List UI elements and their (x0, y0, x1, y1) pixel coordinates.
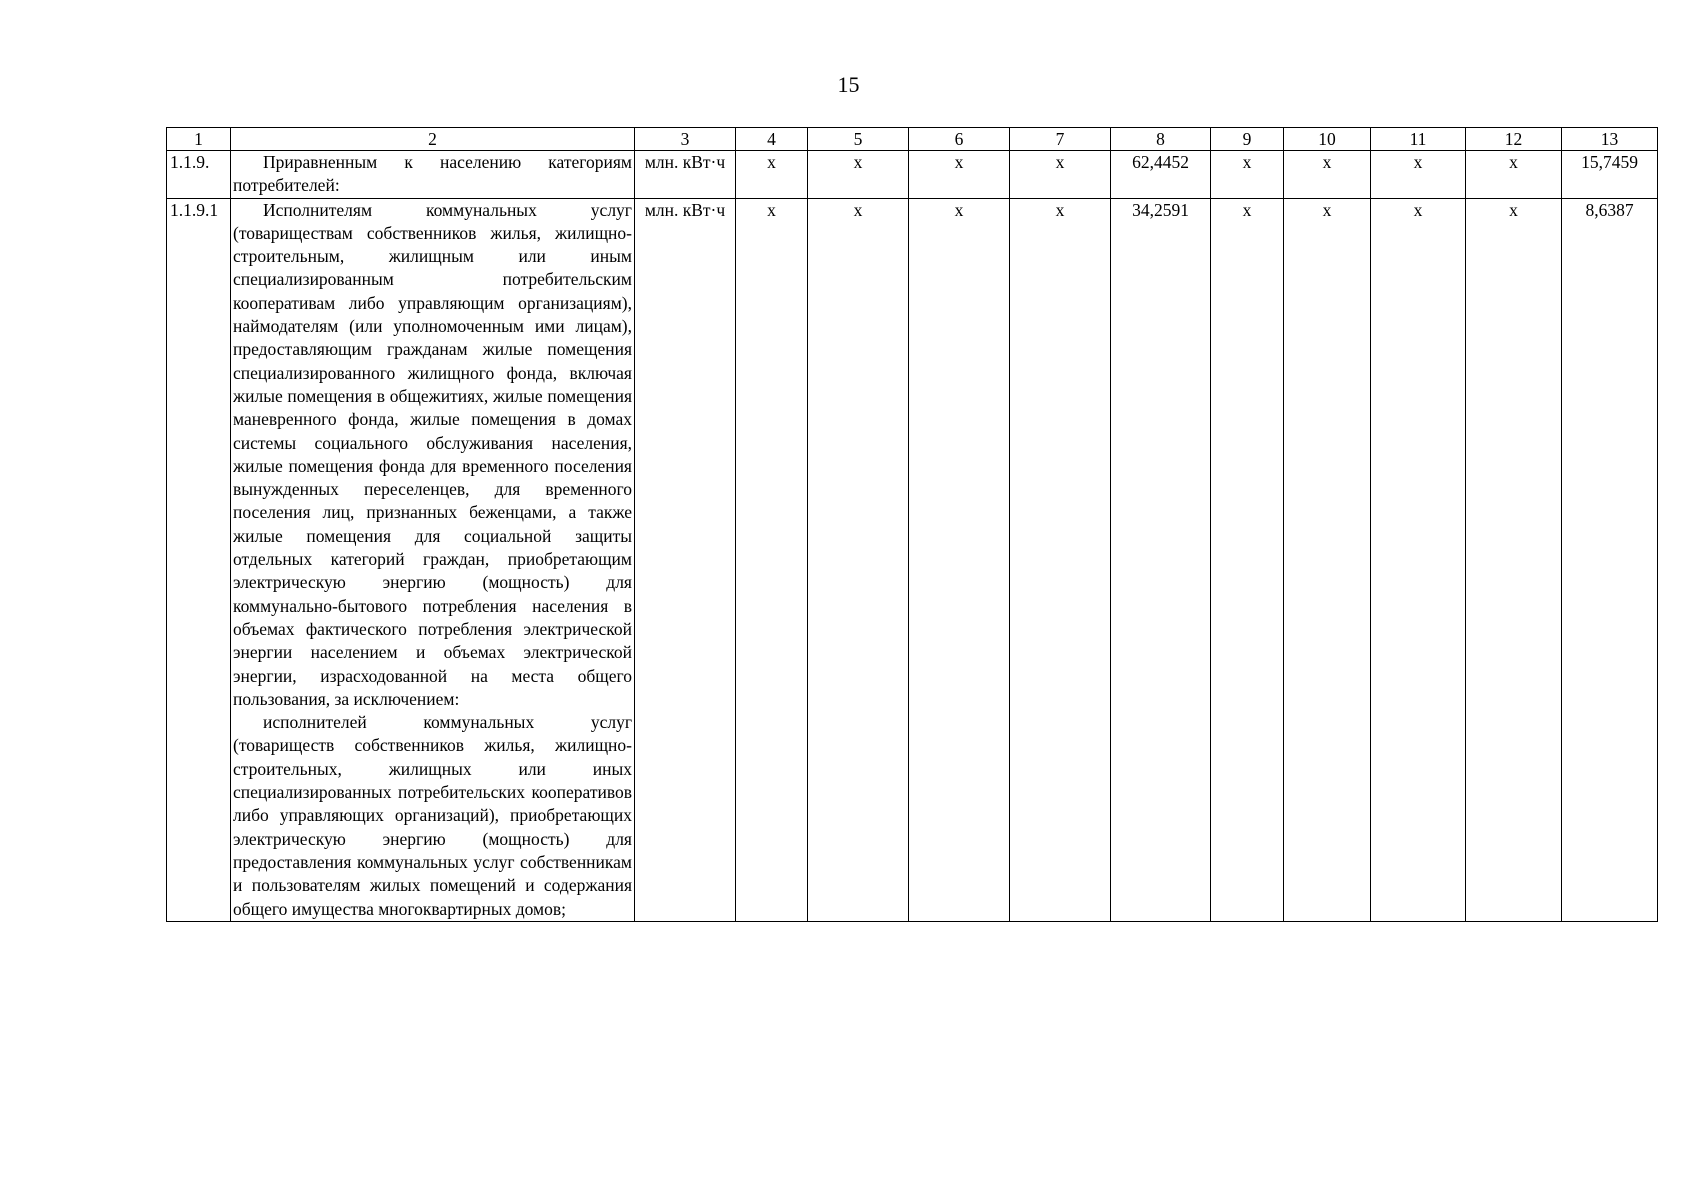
table-row (167, 198, 1658, 921)
page-number: 15 (837, 72, 860, 97)
row-description (231, 151, 635, 199)
table-cell: х (1466, 151, 1562, 199)
description-paragraph: Исполнителям коммунальных услуг (товариществам собственников жилья, жилищно-строительным, жилищным или иным специализированным потребительским кооперативам либо управляющим организациям), наймодателям (или уполномоченным ими лицам), предоставляющим гражданам жилые помещения специализированного жилищного фонда, включая жилые помещения в общежитиях, жилые помещения маневренного фонда, жилые помещения в домах системы социального обслуживания населения, жилые помещения фонда для временного поселения вынужденных переселенцев, для временного поселения лиц, признанных беженцами, а также жилые помещения для социальной защиты отдельных категорий граждан, приобретающим электрическую энергию (мощность) для коммунально-бытового потребления населения в объемах фактического потребления электрической энергии населением и объемах электрической энергии, израсходованной на места общего пользования, за исключением: (233, 199, 632, 709)
table-cell: х (1010, 198, 1111, 921)
row-description (231, 198, 635, 921)
description-paragraph: исполнителей коммунальных услуг (товариществ собственников жилья, жилищно-строительных, жилищных или иных специализированных потребительских кооперативов либо управляющих организаций), приобретающих электрическую энергию (мощность) для предоставления коммунальных услуг собственникам и пользователям жилых помещений и содержания общего имущества многоквартирных домов; (233, 712, 632, 919)
table-cell: х (1010, 151, 1111, 199)
table-cell: х (1284, 198, 1371, 921)
table-row (167, 151, 1658, 199)
table-cell: х (1211, 198, 1284, 921)
column-number: 1 (167, 128, 231, 151)
row-unit: млн. кВт·ч (635, 198, 736, 921)
table-cell: х (1371, 151, 1466, 199)
table-cell: х (808, 151, 909, 199)
column-number: 12 (1466, 128, 1562, 151)
table-cell: х (1371, 198, 1466, 921)
table-cell: х (1466, 198, 1562, 921)
table-cell: х (1284, 151, 1371, 199)
column-number: 6 (909, 128, 1010, 151)
column-number: 2 (231, 128, 635, 151)
column-number: 5 (808, 128, 909, 151)
table-cell: х (736, 151, 808, 199)
header-row (167, 128, 1658, 151)
description-paragraph: Приравненным к населению категориям потребителей: (233, 152, 632, 196)
row-unit: млн. кВт·ч (635, 151, 736, 199)
row-code: 1.1.9.1 (167, 198, 231, 921)
table-cell: х (909, 151, 1010, 199)
table-cell: 8,6387 (1562, 198, 1658, 921)
table-cell: 15,7459 (1562, 151, 1658, 199)
column-number: 8 (1111, 128, 1211, 151)
column-number: 10 (1284, 128, 1371, 151)
column-number: 4 (736, 128, 808, 151)
table-cell: х (808, 198, 909, 921)
column-number: 11 (1371, 128, 1466, 151)
column-number: 9 (1211, 128, 1284, 151)
data-table (166, 127, 1658, 922)
row-code: 1.1.9. (167, 151, 231, 199)
column-number: 7 (1010, 128, 1111, 151)
column-number: 13 (1562, 128, 1658, 151)
table-cell: х (909, 198, 1010, 921)
column-number: 3 (635, 128, 736, 151)
table-cell: х (1211, 151, 1284, 199)
table-cell: 34,2591 (1111, 198, 1211, 921)
table-cell: 62,4452 (1111, 151, 1211, 199)
table-cell: х (736, 198, 808, 921)
